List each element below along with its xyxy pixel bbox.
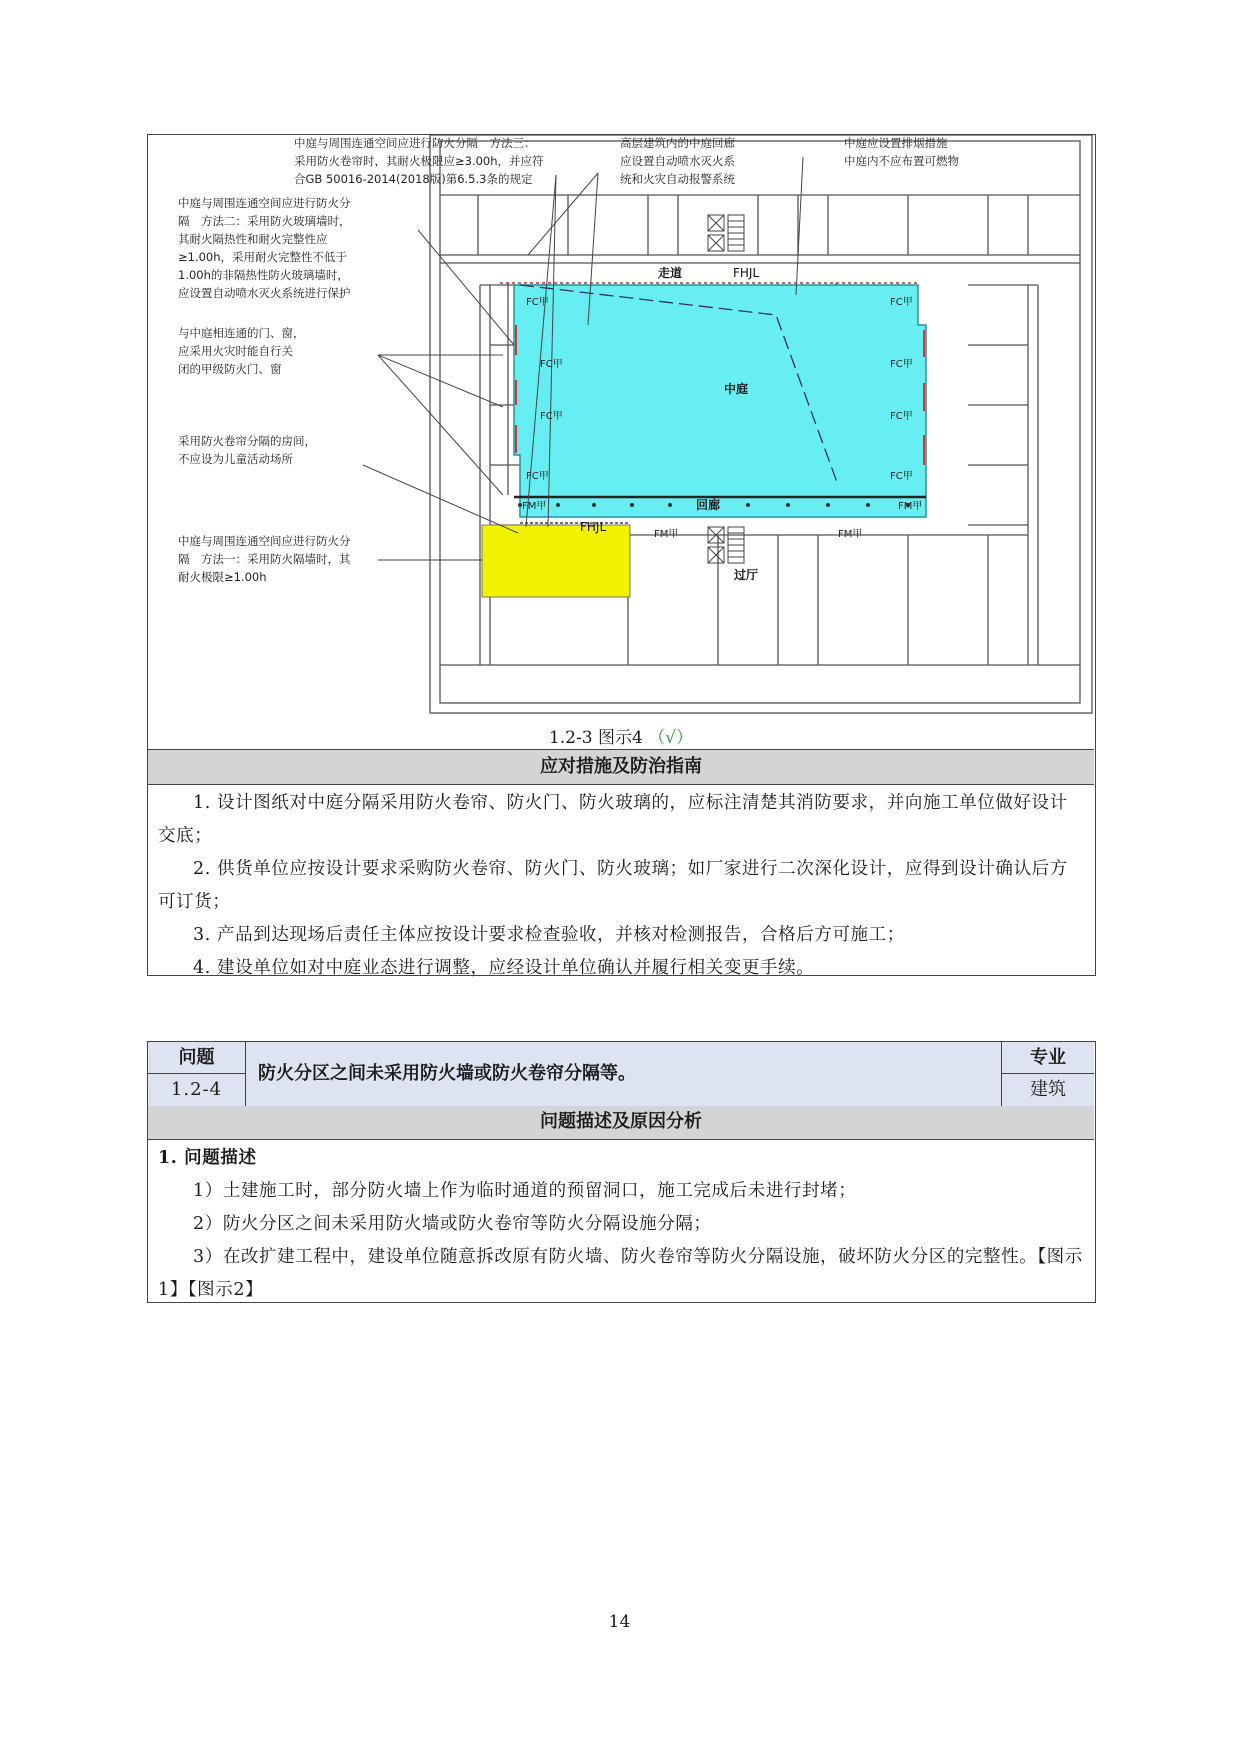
label-fm: FM甲 xyxy=(522,501,547,512)
problem-heading: 1. 问题描述 xyxy=(158,1148,257,1168)
specialty-label: 专业 xyxy=(1002,1042,1094,1074)
label-corridor: 走道 xyxy=(658,266,683,280)
label-fc: FC甲 xyxy=(890,471,913,482)
problem-item: 3）在改扩建工程中，建设单位随意拆改原有防火墙、防火卷帘等防火分隔设施，破坏防火分区的完整性。【图示1】【图示2】 xyxy=(158,1247,1083,1300)
figure-caption: 1.2-3 图示4 （√） xyxy=(548,728,694,748)
measure-item: 4. 建设单位如对中庭业态进行调整，应经设计单位确认并履行相关变更手续。 xyxy=(193,958,815,978)
annotation-corridor-sprinkler: 高层建筑内的中庭回廊 应设置自动喷水灭火系 统和火灾自动报警系统 xyxy=(620,136,735,186)
problem-description xyxy=(158,1142,1084,1307)
issue-code: 1.2-4 xyxy=(148,1074,246,1106)
issue-title: 防火分区之间未采用防火墙或防火卷帘分隔等。 xyxy=(246,1042,1002,1106)
annotation-rooms: 采用防火卷帘分隔的房间， 不应设为儿童活动场所 xyxy=(178,434,316,466)
issue-frame xyxy=(147,1041,1096,1303)
measure-item: 1. 设计图纸对中庭分隔采用防火卷帘、防火门、防火玻璃的，应标注清楚其消防要求，并向施工单位做好设计交底； xyxy=(158,793,1068,846)
check-mark: （√） xyxy=(648,728,694,748)
issue-label: 问题 xyxy=(148,1042,246,1074)
figure-frame xyxy=(147,134,1096,976)
shutter-room xyxy=(482,525,630,597)
label-fc: FC甲 xyxy=(526,471,549,482)
label-atrium: 中庭 xyxy=(724,382,749,396)
label-hall: 过厅 xyxy=(734,568,759,582)
measures-list xyxy=(158,787,1084,985)
problem-item: 1）土建施工时，部分防火墙上作为临时通道的预留洞口，施工完成后未进行封堵； xyxy=(193,1181,857,1201)
page-number: 14 xyxy=(608,1612,631,1632)
floor-plan-drawing xyxy=(148,135,1094,717)
label-fhjl-top: FHJL xyxy=(733,266,760,280)
annotation-method1: 中庭与周围连通空间应进行防火分 隔 方法一：采用防火隔墙时，其 耐火极限≥1.00h xyxy=(178,534,351,584)
issue-header-row xyxy=(148,1042,1094,1107)
label-fc: FC甲 xyxy=(890,297,913,308)
label-fc: FC甲 xyxy=(890,359,913,370)
label-fhjl-bottom: FHJL xyxy=(580,520,607,534)
specialty-value: 建筑 xyxy=(1030,1079,1066,1100)
annotation-method3: 中庭与周围连通空间应进行防火分隔 方法三： 采用防火卷帘时，其耐火极限应≥3.00h，并应符 合GB 50016-2014(2018版)第6.5.3条的规定 xyxy=(294,136,544,186)
label-fc: FC甲 xyxy=(540,359,563,370)
measure-item: 3. 产品到达现场后责任主体应按设计要求检查验收，并核对检测报告，合格后方可施工； xyxy=(193,925,905,945)
problem-item: 2）防火分区之间未采用防火墙或防火卷帘等防火分隔设施分隔； xyxy=(193,1214,712,1234)
label-fc: FC甲 xyxy=(540,411,563,422)
annotation-smoke: 中庭应设置排烟措施 中庭内不应布置可燃物 xyxy=(844,136,959,168)
measure-item: 2. 供货单位应按设计要求采购防火卷帘、防火门、防火玻璃；如厂家进行二次深化设计，应得到设计确认后方可订货； xyxy=(158,859,1068,912)
label-fm: FM甲 xyxy=(898,501,923,512)
label-gallery: 回廊 xyxy=(696,498,721,512)
analysis-header: 问题描述及原因分析 xyxy=(148,1106,1094,1140)
measures-header: 应对措施及防治指南 xyxy=(148,749,1094,785)
label-fc: FC甲 xyxy=(526,297,549,308)
annotation-doors: 与中庭相连通的门、窗， 应采用火灾时能自行关 闭的甲级防火门、窗 xyxy=(178,326,305,376)
label-fm: FM甲 xyxy=(654,529,679,540)
label-fm: FM甲 xyxy=(838,529,863,540)
atrium-area xyxy=(514,285,926,517)
label-fc: FC甲 xyxy=(890,411,913,422)
annotation-method2: 中庭与周围连通空间应进行防火分 隔 方法二：采用防火玻璃墙时， 其耐火隔热性和耐火完整性应 ≥1.00h，采用耐火完整性不低于 1.00h的非隔热性防火玻璃墙时， 应设置自动喷水灭火系统进行保护 xyxy=(178,196,351,300)
